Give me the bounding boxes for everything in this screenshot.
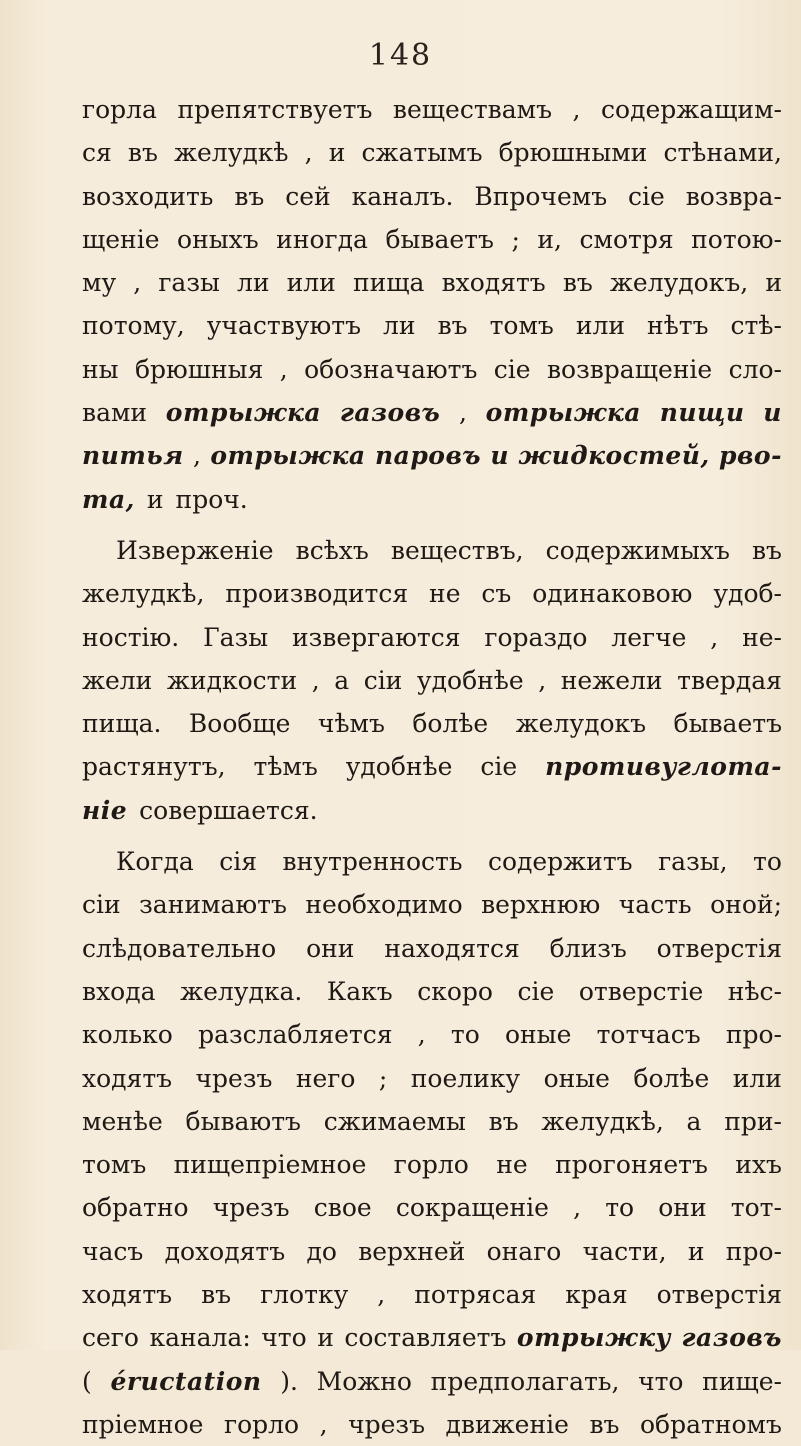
- word: оные: [504, 1020, 572, 1050]
- word: пріемное: [82, 1409, 204, 1439]
- text-line: [82, 970, 782, 1013]
- word: отверстія: [656, 933, 782, 963]
- word: газы: [158, 268, 220, 298]
- word: то: [450, 1020, 480, 1050]
- word: Изверженіе: [116, 535, 274, 565]
- word: возвра-: [685, 181, 782, 211]
- word: ,: [573, 1193, 582, 1223]
- word: ,: [133, 268, 142, 298]
- word: и: [328, 138, 346, 168]
- word: вами: [82, 398, 148, 428]
- word: каналъ.: [351, 181, 454, 211]
- word: сжимаемы: [323, 1106, 466, 1136]
- word: веществамъ: [392, 95, 552, 124]
- text-line: [82, 434, 782, 477]
- word: про-: [725, 1020, 782, 1050]
- word: въ: [127, 138, 158, 168]
- word: чрезъ: [195, 1063, 273, 1093]
- text-line: [82, 348, 782, 391]
- word: то: [753, 847, 782, 877]
- word: желудкѣ: [174, 138, 289, 168]
- word: не-: [742, 622, 782, 652]
- word: отрыжка: [485, 398, 641, 428]
- word: всѣхъ: [295, 535, 369, 565]
- word: пища: [352, 268, 425, 298]
- word: éructation: [110, 1366, 262, 1396]
- word: оные: [543, 1063, 610, 1093]
- word: желудкѣ,: [541, 1106, 664, 1136]
- text-line: [82, 927, 782, 970]
- word: Когда: [116, 847, 194, 877]
- word: газы,: [658, 847, 728, 877]
- word: составляетъ: [344, 1323, 507, 1353]
- word: въ: [751, 535, 782, 565]
- word: содержимыхъ: [545, 535, 730, 565]
- page-number: 148: [368, 38, 433, 73]
- word: канала:: [149, 1323, 251, 1353]
- word: скоро: [417, 976, 493, 1006]
- word: что: [638, 1366, 684, 1396]
- word: въ: [562, 268, 593, 298]
- word: менѣе: [82, 1106, 163, 1136]
- word: ,: [319, 1409, 328, 1439]
- word: сіи: [363, 665, 403, 695]
- word: горло: [223, 1409, 300, 1439]
- word: верхней: [358, 1236, 466, 1266]
- word: болѣе: [633, 1063, 710, 1093]
- text-line: [82, 572, 782, 615]
- word: него: [295, 1063, 356, 1093]
- word: они: [306, 933, 355, 963]
- text-line: [82, 1360, 782, 1403]
- word: брюшными: [498, 138, 648, 168]
- word: что: [261, 1323, 307, 1353]
- word: проч.: [175, 484, 248, 514]
- word: сіе: [493, 354, 531, 384]
- word: жели: [82, 665, 153, 695]
- word: твердая: [677, 665, 782, 695]
- word: чѣмъ: [317, 709, 385, 739]
- word: ся: [82, 138, 112, 168]
- text-line: [82, 304, 782, 347]
- word: Вообще: [188, 709, 291, 739]
- word: противуглота-: [545, 752, 782, 782]
- text-line: [82, 659, 782, 702]
- word: находятся: [384, 933, 520, 963]
- word: Можно: [316, 1366, 412, 1396]
- word: отрыжка: [165, 398, 322, 428]
- word: легче: [611, 622, 687, 652]
- word: входятъ: [441, 268, 546, 298]
- word: бываетъ: [385, 224, 494, 254]
- text-line: [82, 391, 782, 434]
- word: сія: [219, 847, 258, 877]
- word: жидкости: [166, 665, 298, 695]
- word: (: [82, 1366, 92, 1396]
- word: одинаковою: [532, 579, 693, 609]
- word: ихъ: [735, 1150, 782, 1180]
- word: они: [658, 1193, 707, 1223]
- word: сло-: [728, 354, 782, 384]
- word: ).: [280, 1366, 298, 1396]
- word: часъ: [82, 1236, 144, 1266]
- text-line: [82, 88, 782, 131]
- word: ,: [304, 138, 313, 168]
- word: ,: [417, 1020, 426, 1050]
- word: доходятъ: [164, 1236, 286, 1266]
- word: му: [82, 268, 117, 298]
- word: ,: [572, 95, 581, 124]
- text-line: [82, 1316, 782, 1359]
- word: сей: [285, 181, 331, 211]
- word: растянутъ,: [82, 752, 226, 782]
- word: не: [429, 579, 461, 609]
- word: отрыжка: [210, 441, 366, 471]
- text-line: [82, 1013, 782, 1056]
- word: верхнюю: [481, 890, 601, 920]
- word: бываетъ: [673, 709, 782, 739]
- word: ли: [236, 268, 270, 298]
- word: обратномъ: [640, 1409, 782, 1439]
- word: отверстіе: [578, 976, 704, 1006]
- word: ностію.: [82, 622, 180, 652]
- word: желудкѣ,: [82, 579, 205, 609]
- word: оныхъ: [177, 224, 259, 254]
- word: потому,: [82, 311, 185, 341]
- word: ны: [82, 354, 119, 384]
- word: Газы: [203, 622, 269, 652]
- word: а: [334, 665, 350, 695]
- text-line: [82, 131, 782, 174]
- word: рво-: [719, 441, 782, 471]
- word: или: [732, 1063, 782, 1093]
- word: не: [496, 1150, 528, 1180]
- word: а: [686, 1106, 702, 1136]
- word: потрясая: [414, 1280, 537, 1310]
- word: прогоняетъ: [555, 1150, 708, 1180]
- text-line: [82, 261, 782, 304]
- word: или: [286, 268, 336, 298]
- text-line: [82, 478, 782, 521]
- word: паровъ: [374, 441, 482, 471]
- word: производится: [225, 579, 409, 609]
- text-line: [82, 745, 782, 788]
- word: и: [490, 441, 510, 471]
- word: оной;: [710, 890, 782, 920]
- word: ,: [538, 665, 547, 695]
- text-line: [82, 175, 782, 218]
- word: ;: [511, 224, 520, 254]
- word: глотку: [260, 1280, 349, 1310]
- word: пищи: [659, 398, 745, 428]
- text-line: [82, 840, 782, 883]
- word: обозначаютъ: [304, 354, 478, 384]
- word: удобнѣе: [345, 752, 453, 782]
- word: ;: [378, 1063, 388, 1093]
- word: и: [146, 484, 164, 514]
- word: желудокъ,: [609, 268, 749, 298]
- word: пищепріемное: [173, 1150, 367, 1180]
- text-line: [82, 218, 782, 261]
- word: и: [317, 1323, 334, 1353]
- word: ніе: [82, 795, 128, 825]
- word: ,: [459, 398, 467, 428]
- word: нѣтъ: [647, 311, 709, 341]
- word: пища.: [82, 709, 162, 739]
- word: ,: [710, 622, 719, 652]
- word: тотчасъ: [596, 1020, 701, 1050]
- word: нѣс-: [727, 976, 782, 1006]
- word: въ: [201, 1280, 232, 1310]
- word: и: [763, 398, 782, 428]
- word: движеніе: [445, 1409, 569, 1439]
- text-line: [82, 1403, 782, 1446]
- word: Впрочемъ: [474, 181, 608, 211]
- word: бываютъ: [185, 1106, 301, 1136]
- word: отрыжку: [516, 1323, 671, 1353]
- word: желудка.: [180, 976, 303, 1006]
- word: сего: [82, 1323, 139, 1353]
- word: часть: [618, 890, 692, 920]
- word: колько: [82, 1020, 173, 1050]
- word: то: [605, 1193, 635, 1223]
- text-line: [82, 1186, 782, 1229]
- word: сжатымъ: [361, 138, 483, 168]
- word: необходимо: [305, 890, 463, 920]
- word: смотря: [579, 224, 674, 254]
- word: горло: [393, 1150, 469, 1180]
- word: извергаются: [291, 622, 461, 652]
- word: газовъ: [681, 1323, 782, 1353]
- word: ,: [279, 354, 288, 384]
- word: и: [765, 268, 782, 298]
- word: ,: [377, 1280, 386, 1310]
- word: слѣдовательно: [82, 933, 277, 963]
- text-line: [82, 789, 782, 832]
- text-line: [82, 1057, 782, 1100]
- word: сіе: [628, 181, 665, 211]
- word: про-: [725, 1236, 782, 1266]
- word: та,: [82, 484, 135, 514]
- word: свое: [313, 1193, 372, 1223]
- word: брюшныя: [134, 354, 264, 384]
- text-line: [82, 529, 782, 572]
- word: удобнѣе: [416, 665, 524, 695]
- text-line: [82, 616, 782, 659]
- word: края: [565, 1280, 628, 1310]
- text-line: [82, 1100, 782, 1143]
- word: въ: [589, 1409, 620, 1439]
- text-line: [82, 702, 782, 745]
- word: болѣе: [412, 709, 489, 739]
- word: предполагать,: [430, 1366, 620, 1396]
- word: чрезъ: [348, 1409, 425, 1439]
- word: щеніе: [82, 224, 160, 254]
- word: тѣмъ: [253, 752, 318, 782]
- word: желудокъ: [515, 709, 647, 739]
- word: иногда: [276, 224, 368, 254]
- word: занимаютъ: [139, 890, 287, 920]
- word: стѣ-: [730, 311, 782, 341]
- word: входа: [82, 976, 156, 1006]
- word: въ: [437, 311, 468, 341]
- word: сокращеніе: [395, 1193, 549, 1223]
- word: обратно: [82, 1193, 189, 1223]
- word: потою-: [691, 224, 782, 254]
- word: пище-: [702, 1366, 782, 1396]
- word: ,: [311, 665, 320, 695]
- word: части,: [582, 1236, 667, 1266]
- word: участвуютъ: [206, 311, 361, 341]
- word: при-: [724, 1106, 782, 1136]
- word: сіи: [82, 890, 121, 920]
- word: веществъ,: [390, 535, 524, 565]
- word: чрезъ: [212, 1193, 290, 1223]
- word: онаго: [486, 1236, 562, 1266]
- word: и: [687, 1236, 705, 1266]
- text-line: [82, 883, 782, 926]
- word: въ: [488, 1106, 519, 1136]
- word: питья: [82, 441, 184, 471]
- word: ходятъ: [82, 1280, 173, 1310]
- word: томъ: [82, 1150, 147, 1180]
- word: до: [306, 1236, 337, 1266]
- word: съ: [481, 579, 512, 609]
- word: Какъ: [326, 976, 393, 1006]
- word: томъ: [489, 311, 554, 341]
- word: ходятъ: [82, 1063, 173, 1093]
- word: стѣнами,: [663, 138, 782, 168]
- word: нежели: [560, 665, 663, 695]
- word: удоб-: [713, 579, 782, 609]
- word: тот-: [730, 1193, 782, 1223]
- word: газовъ: [339, 398, 441, 428]
- word: отверстія: [656, 1280, 782, 1310]
- text-line: [82, 1230, 782, 1273]
- word: сіе: [480, 752, 518, 782]
- word: въ: [234, 181, 265, 211]
- word: возвращеніе: [546, 354, 713, 384]
- word: и,: [537, 224, 562, 254]
- word: содержитъ: [487, 847, 633, 877]
- text-line: [82, 1143, 782, 1186]
- word: разслабляется: [198, 1020, 393, 1050]
- word: ,: [193, 441, 201, 471]
- word: горла: [82, 95, 157, 124]
- word: ли: [383, 311, 416, 341]
- word: возходить: [82, 181, 214, 211]
- text-line: [82, 1273, 782, 1316]
- word: или: [575, 311, 626, 341]
- word: внутренность: [282, 847, 463, 877]
- word: сіе: [517, 976, 555, 1006]
- body-text: [82, 88, 782, 1446]
- word: поелику: [410, 1063, 521, 1093]
- word: препятствуетъ: [177, 95, 373, 124]
- word: близъ: [549, 933, 627, 963]
- word: жидкостей,: [518, 441, 710, 471]
- word: гораздо: [484, 622, 588, 652]
- word: содержащим-: [601, 95, 782, 124]
- word: совершается.: [139, 795, 318, 825]
